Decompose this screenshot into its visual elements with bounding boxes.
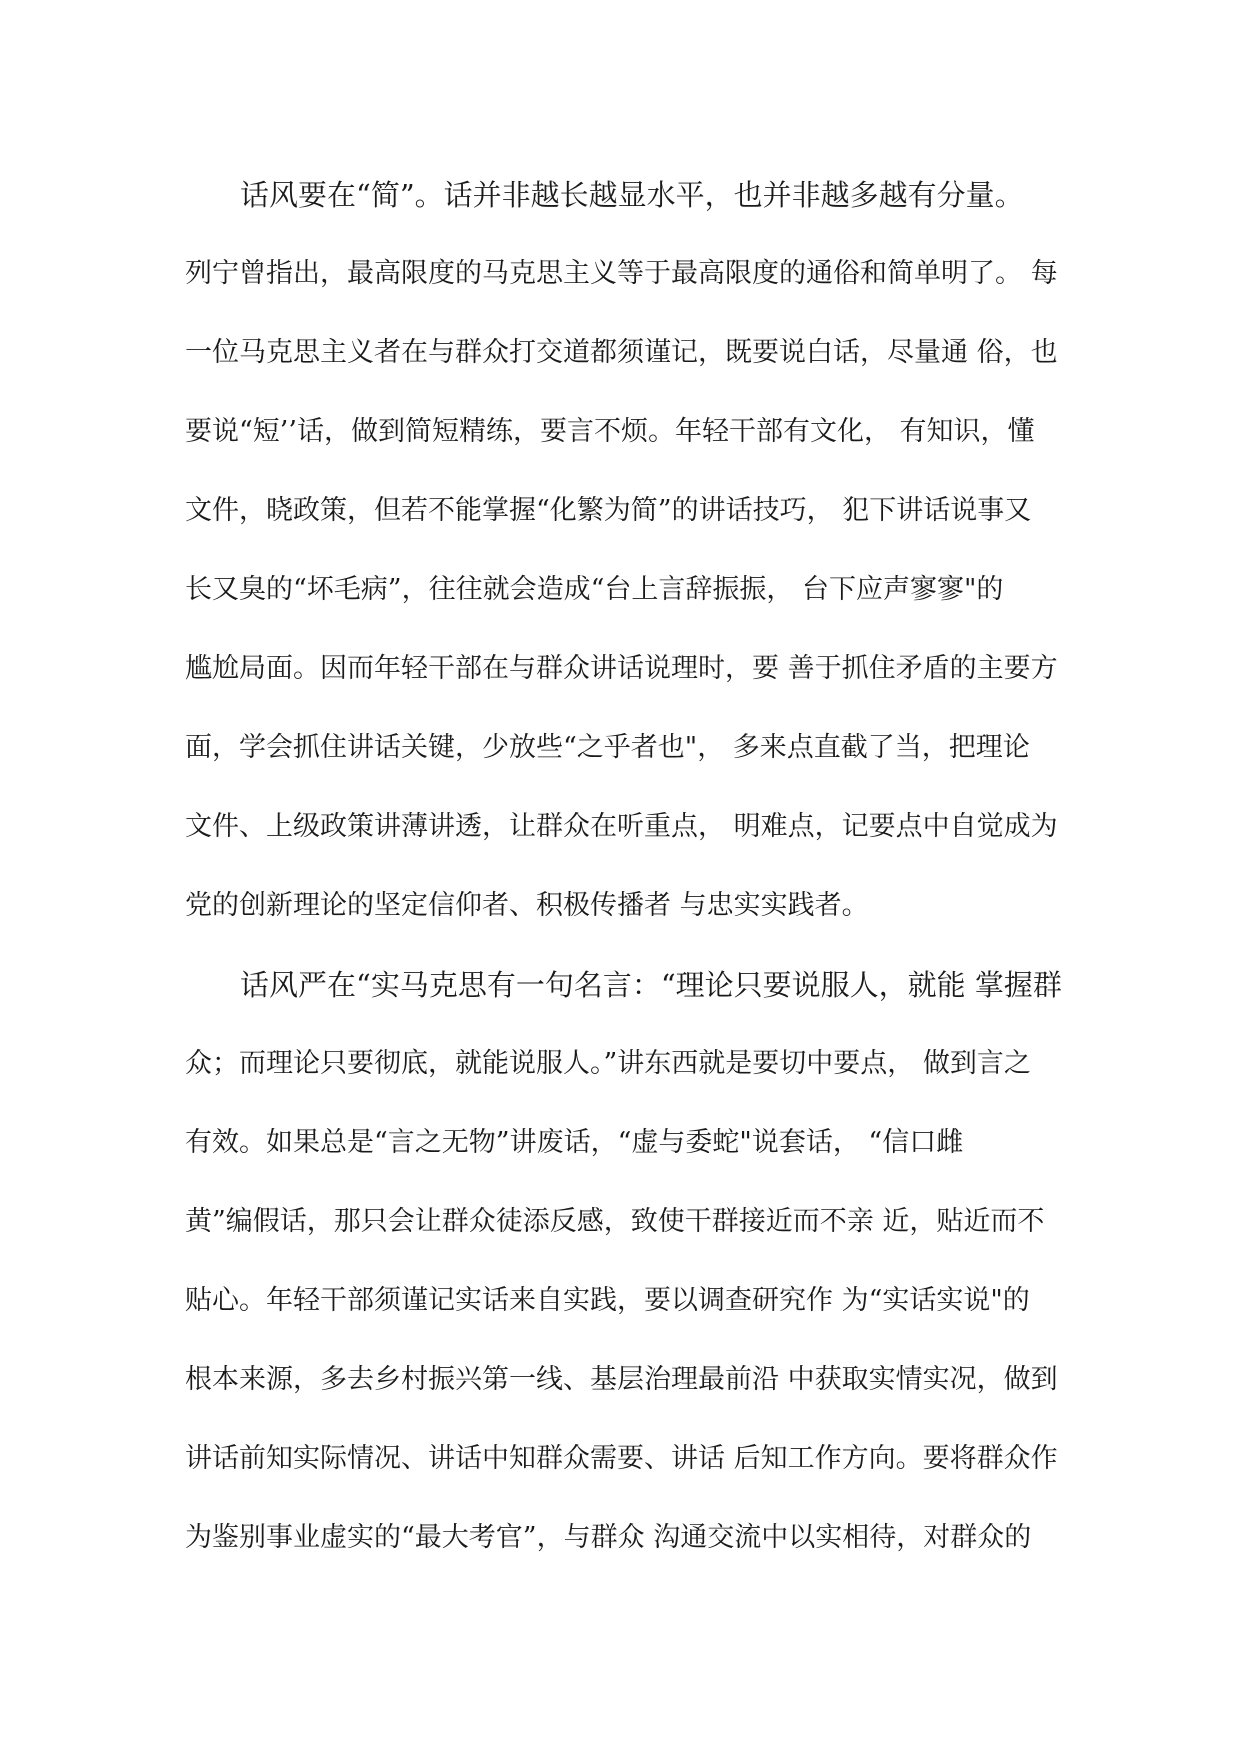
paragraph-2-line-3: 有效。如果总是“言之无物”讲废话，“虚与委蛇"说套话， “信口雌	[185, 1127, 964, 1158]
paragraph-1-line-7: 尴尬局面。因而年轻干部在与群众讲话说理时，要 善于抓住矛盾的主要方	[185, 653, 1058, 684]
paragraph-1-line-4: 要说“短’’话，做到简短精练，要言不烦。年轻干部有文化， 有知识，懂	[185, 416, 1035, 447]
paragraph-2-line-1: 话风严在“实马克思有一句名言：“理论只要说服人，就能 掌握群	[240, 968, 1062, 1002]
paragraph-1-line-6: 长又臭的“坏毛病”，往往就会造成“台上言辞振振， 台下应声寥寥"的	[185, 574, 1004, 605]
paragraph-1-line-2: 列宁曾指出，最高限度的马克思主义等于最高限度的通俗和简单明了。 每	[185, 258, 1058, 289]
paragraph-2-line-7: 讲话前知实际情况、讲话中知群众需要、讲话 后知工作方向。要将群众作	[185, 1443, 1058, 1474]
paragraph-1-line-8: 面，学会抓住讲话关键，少放些“之乎者也"， 多来点直截了当，把理论	[185, 732, 1030, 763]
paragraph-1-line-10: 党的创新理论的坚定信仰者、积极传播者 与忠实实践者。	[185, 890, 869, 921]
paragraph-1-line-5: 文件，晓政策，但若不能掌握“化繁为简”的讲话技巧， 犯下讲话说事又	[185, 495, 1032, 526]
paragraph-2-line-8: 为鉴别事业虚实的“最大考官”，与群众 沟通交流中以实相待，对群众的	[185, 1522, 1032, 1553]
paragraph-1-line-9: 文件、上级政策讲薄讲透，让群众在听重点， 明难点，记要点中自觉成为	[185, 811, 1058, 842]
paragraph-2-line-2: 众；而理论只要彻底，就能说服人。”讲东西就是要切中要点， 做到言之	[185, 1048, 1031, 1079]
paragraph-1-line-1: 话风要在“简”。话并非越长越显水平，也并非越多越有分量。	[240, 178, 1024, 212]
paragraph-1-line-3: 一位马克思主义者在与群众打交道都须谨记，既要说白话，尽量通 俗，也	[185, 337, 1058, 368]
paragraph-2-line-4: 黄”编假话，那只会让群众徒添反感，致使干群接近而不亲 近，贴近而不	[185, 1206, 1045, 1237]
body-text	[185, 175, 1065, 1597]
paragraph-2-line-5: 贴心。年轻干部须谨记实话来自实践，要以调查研究作 为“实话实说"的	[185, 1285, 1030, 1316]
paragraph-2-line-6: 根本来源，多去乡村振兴第一线、基层治理最前沿 中获取实情实况，做到	[185, 1364, 1058, 1395]
